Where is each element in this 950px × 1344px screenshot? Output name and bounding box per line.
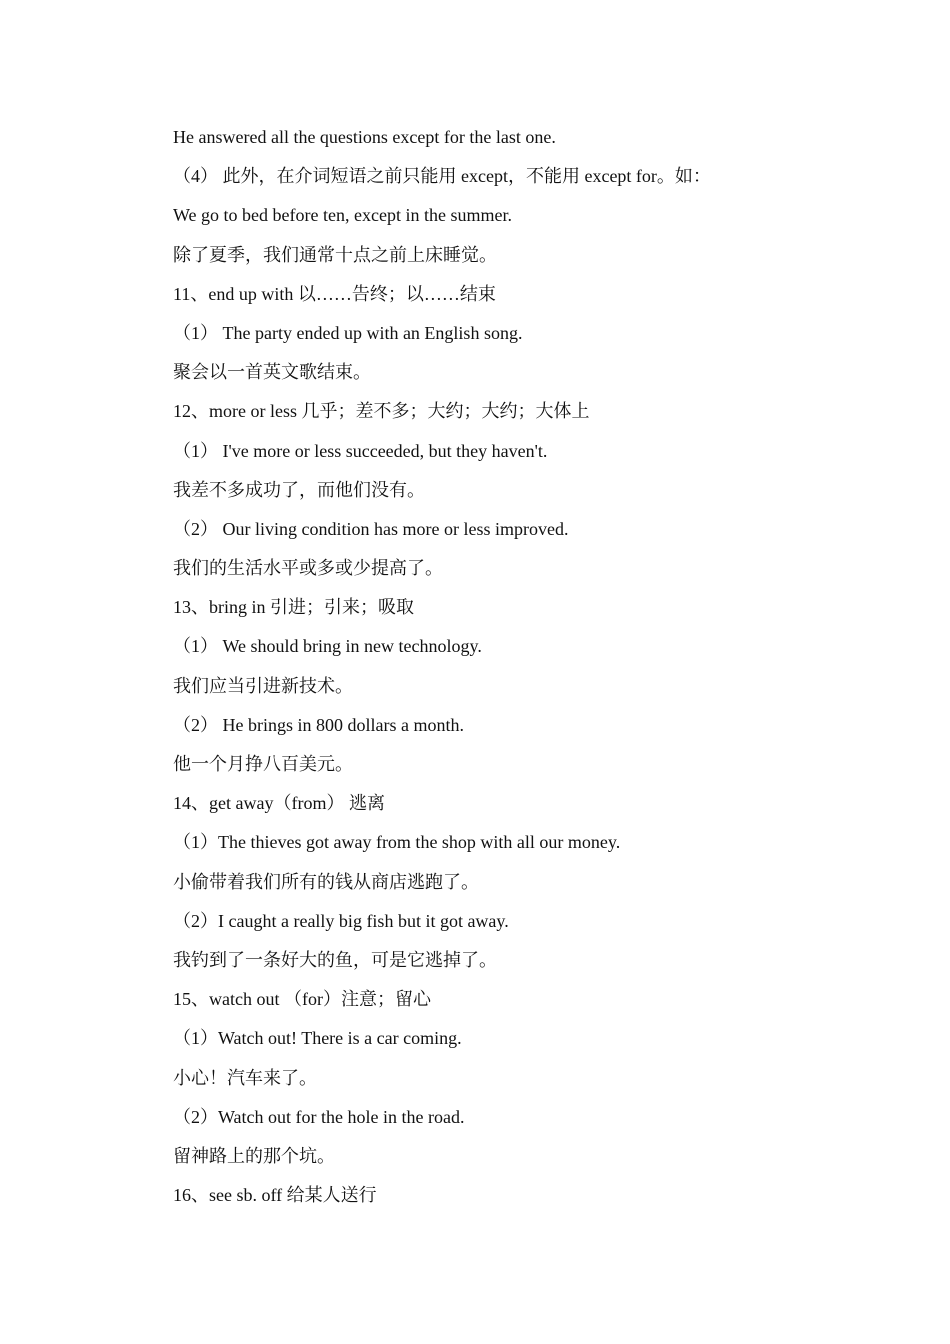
phrase-heading: 13、bring in 引进；引来；吸取 [173, 597, 414, 618]
text-line: （2） He brings in 800 dollars a month. [173, 714, 464, 735]
text-line: （1） The party ended up with an English song. [173, 322, 523, 343]
text-line: （1） I've more or less succeeded, but they haven't. [173, 440, 548, 461]
text-line: （1）Watch out! There is a car coming. [173, 1028, 462, 1049]
text-line: （2） Our living condition has more or less improved. [173, 518, 569, 539]
text-line: 我钓到了一条好大的鱼，可是它逃掉了。 [173, 949, 497, 970]
text-line: （1）The thieves got away from the shop with all our money. [173, 832, 621, 853]
phrase-heading: 12、more or less 几乎；差不多；大约；大约；大体上 [173, 401, 590, 422]
text-line: 我差不多成功了，而他们没有。 [173, 479, 425, 500]
text-line: 他一个月挣八百美元。 [173, 754, 353, 774]
text-line: 我们的生活水平或多或少提高了。 [173, 558, 443, 579]
text-line: 小偷带着我们所有的钱从商店逃跑了。 [173, 871, 479, 892]
text-line: （2）Watch out for the hole in the road. [173, 1106, 465, 1127]
text-line: We go to bed before ten, except in the summer. [173, 205, 512, 226]
text-line: 留神路上的那个坑。 [173, 1145, 335, 1166]
text-line: 除了夏季，我们通常十点之前上床睡觉。 [173, 244, 497, 265]
text-line: He answered all the questions except for the last one. [173, 127, 556, 147]
text-line: （1） We should bring in new technology. [173, 636, 482, 657]
text-line: 聚会以一首英文歌结束。 [173, 362, 371, 383]
phrase-heading: 11、end up with 以……告终；以……结束 [173, 283, 496, 304]
phrase-heading: 14、get away（from） 逃离 [173, 793, 385, 814]
text-line: 小心！汽车来了。 [173, 1067, 317, 1088]
text-line: （4） 此外，在介词短语之前只能用 except，不能用 except for。如： [173, 166, 711, 187]
text-line: （2）I caught a really big fish but it got away. [173, 910, 509, 931]
phrase-heading: 16、see sb. off 给某人送行 [173, 1185, 377, 1206]
document-body [173, 122, 893, 1219]
text-line: 我们应当引进新技术。 [173, 675, 353, 696]
phrase-heading: 15、watch out （for）注意；留心 [173, 989, 431, 1010]
